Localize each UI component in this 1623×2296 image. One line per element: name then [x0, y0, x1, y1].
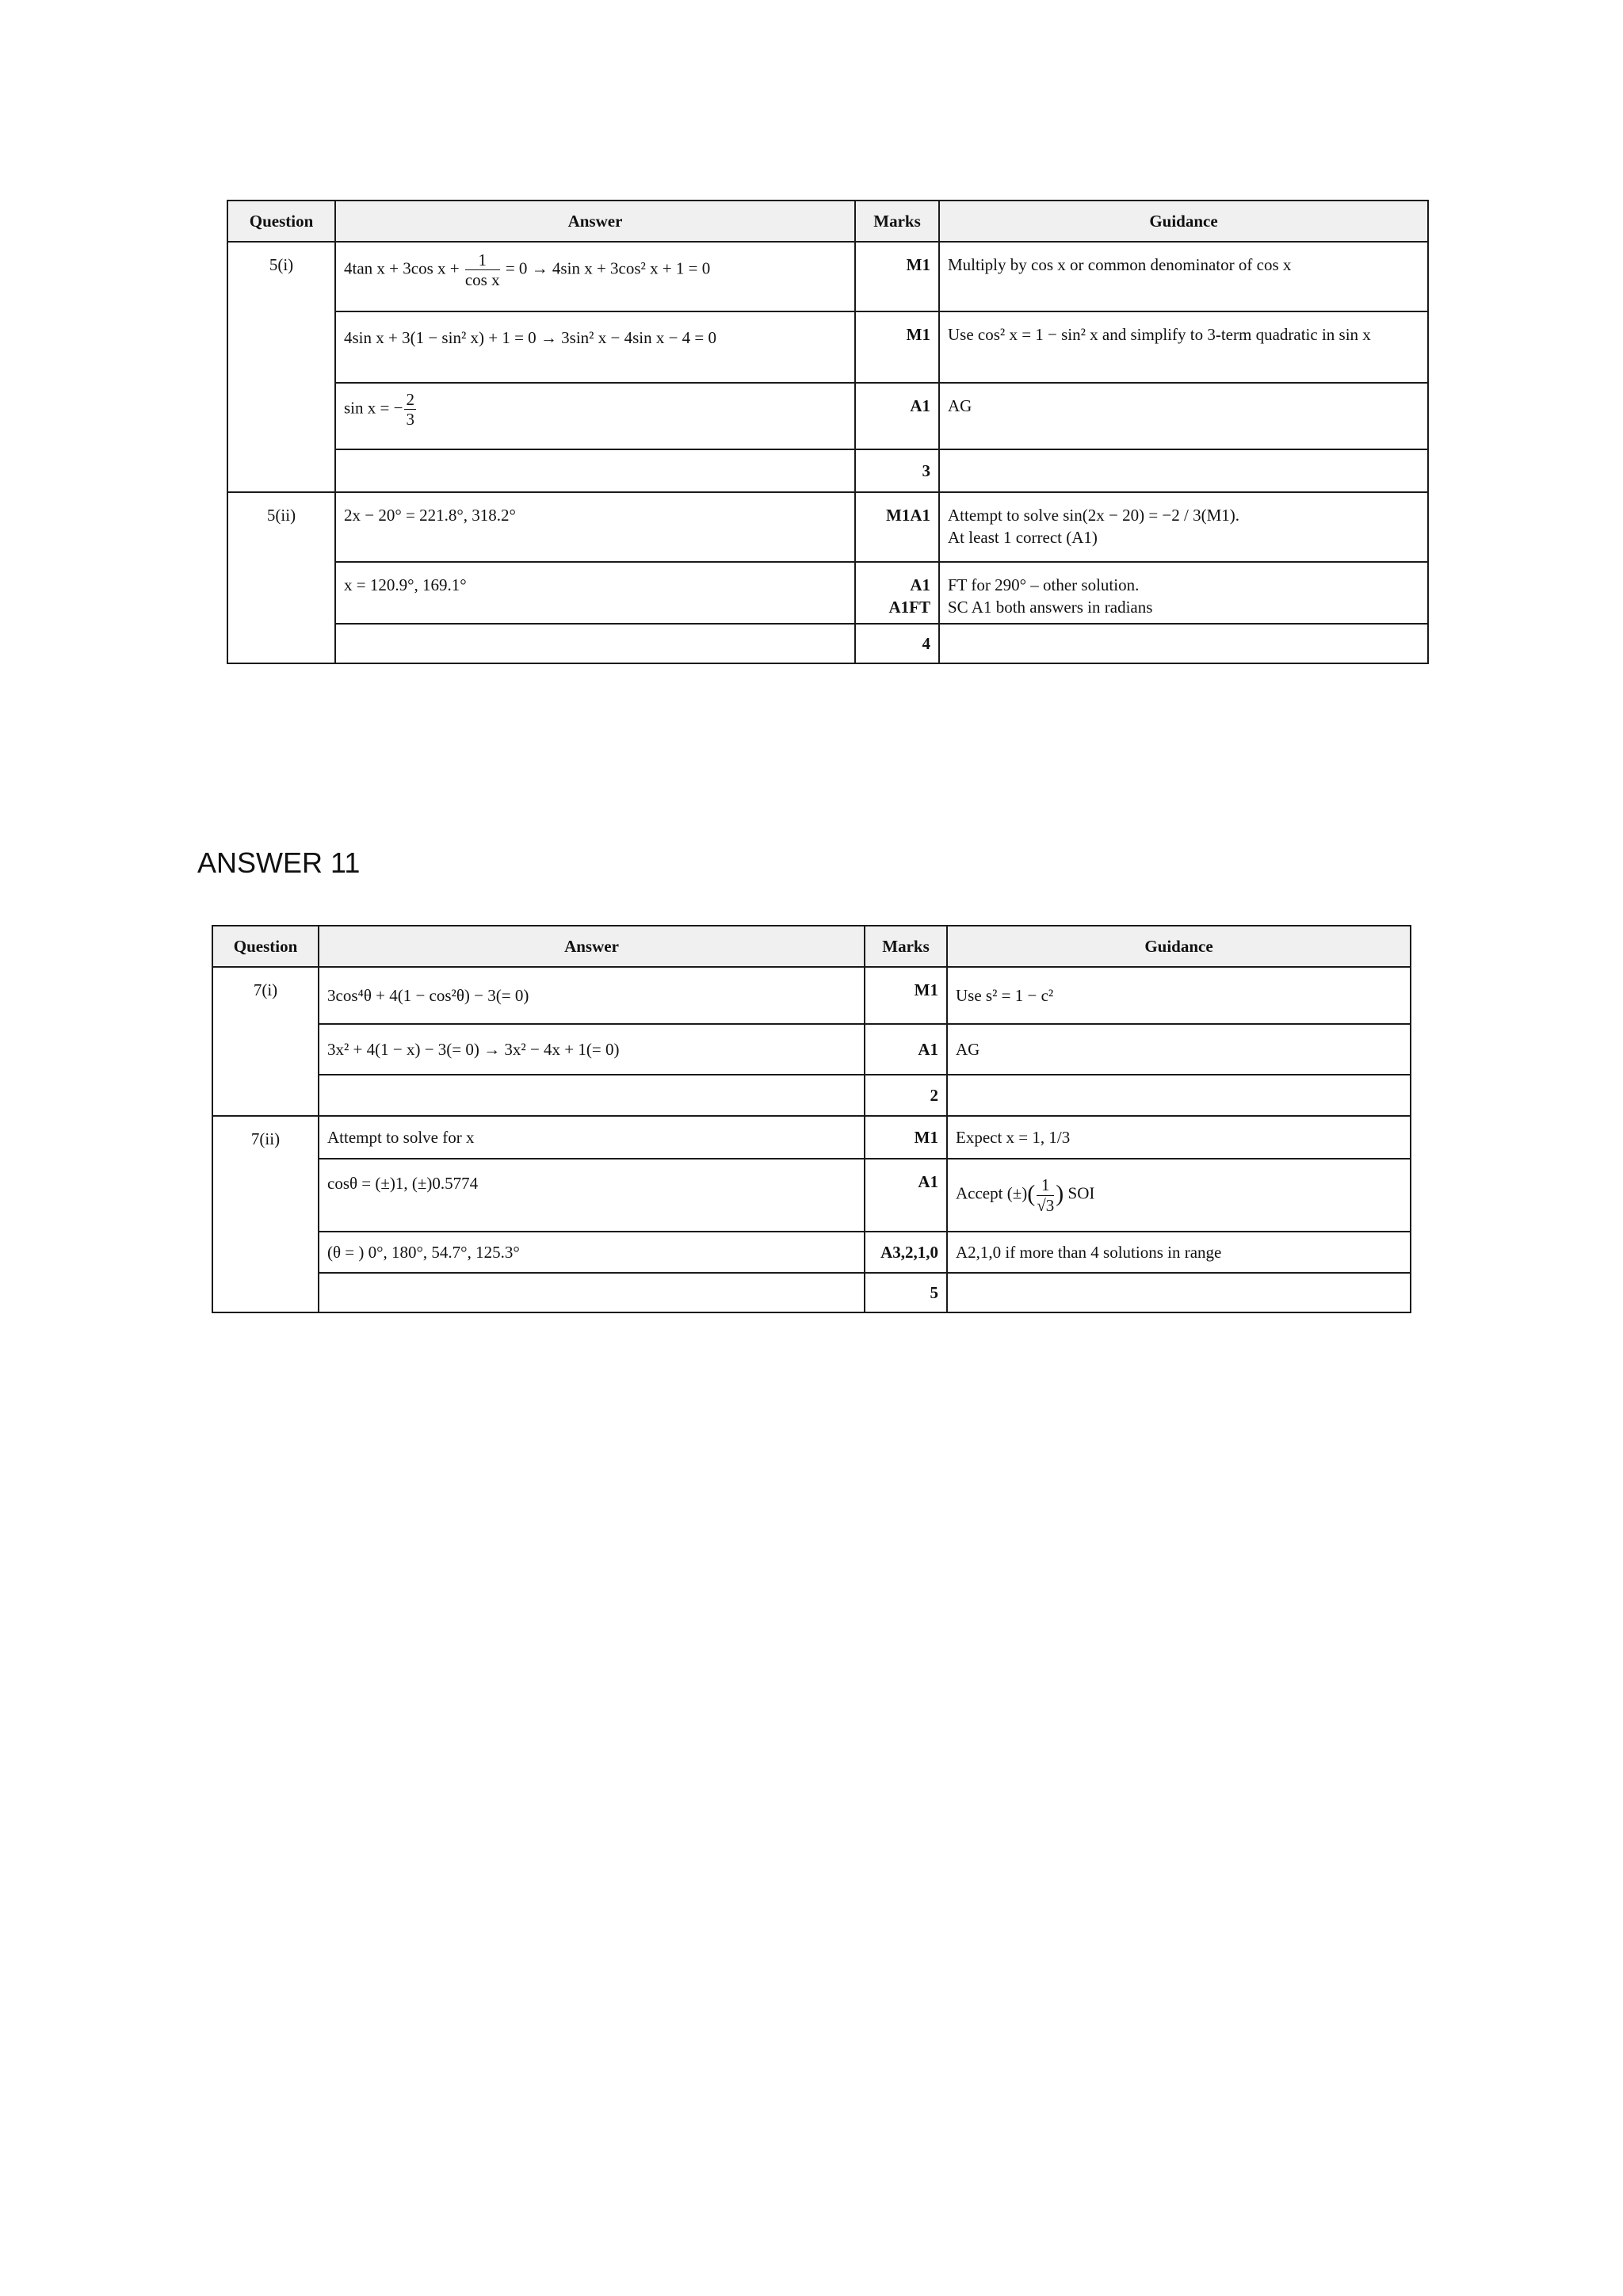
- marks-cell: M1: [855, 311, 939, 383]
- subtotal-marks: 2: [865, 1075, 947, 1116]
- header-answer: Answer: [319, 926, 865, 967]
- table-row: [212, 967, 1411, 1024]
- guidance-cell: AG: [947, 1024, 1411, 1075]
- marks-cell: M1A1: [855, 492, 939, 562]
- question-number: 7(ii): [212, 1116, 319, 1312]
- guidance-text: Accept (±): [956, 1183, 1028, 1203]
- fraction-numerator: 1: [1037, 1175, 1054, 1195]
- table-row: [212, 1024, 1411, 1075]
- fraction: [404, 390, 416, 429]
- subtotal-row: [227, 624, 1428, 663]
- guidance-text: SOI: [1067, 1183, 1095, 1203]
- answer-cell: 3x² + 4(1 − x) − 3(= 0) → 3x² − 4x + 1(= 0): [319, 1024, 865, 1075]
- marks-cell: M1: [855, 242, 939, 311]
- answer-cell: Attempt to solve for x: [319, 1116, 865, 1159]
- guidance-cell: Accept (±)( $\frac{1}{√3}$ ) SOI: [947, 1159, 1411, 1232]
- subtotal-marks: 4: [855, 624, 939, 663]
- guidance-cell: Expect x = 1, 1/3: [947, 1116, 1411, 1159]
- answer-cell: [335, 242, 855, 311]
- mark-scheme-table-2: [212, 925, 1411, 1313]
- empty-cell: [939, 624, 1428, 663]
- table-row: [227, 242, 1428, 311]
- table-header-row: [227, 201, 1428, 242]
- empty-cell: [947, 1075, 1411, 1116]
- guidance-cell: Use cos² x = 1 − sin² x and simplify to 3-term quadratic in sin x: [939, 311, 1428, 383]
- answer-cell: [335, 383, 855, 449]
- marks-cell: M1: [865, 967, 947, 1024]
- fraction-denominator: cos x: [464, 270, 500, 290]
- header-guidance: Guidance: [947, 926, 1411, 967]
- answer-text: sin x = −: [344, 398, 403, 418]
- answer-text: 4tan x + 3cos x +: [344, 258, 460, 278]
- table-row: [212, 1159, 1411, 1232]
- fraction: [465, 250, 500, 289]
- marks-cell: A1: [865, 1159, 947, 1232]
- empty-cell: [319, 1273, 865, 1312]
- table-row: [227, 492, 1428, 562]
- guidance-cell: AG: [939, 383, 1428, 449]
- answer-cell: (θ = ) 0°, 180°, 54.7°, 125.3°: [319, 1232, 865, 1273]
- table-row: [212, 1116, 1411, 1159]
- header-marks: Marks: [855, 201, 939, 242]
- table-header-row: [212, 926, 1411, 967]
- empty-cell: [335, 449, 855, 492]
- guidance-cell: Multiply by cos x or common denominator of cos x: [939, 242, 1428, 311]
- question-number: 5(i): [227, 242, 335, 492]
- subtotal-marks: 5: [865, 1273, 947, 1312]
- guidance-line: FT for 290° – other solution.: [948, 575, 1140, 594]
- empty-cell: [335, 624, 855, 663]
- table-row: [212, 1232, 1411, 1273]
- table-row: [227, 562, 1428, 624]
- question-number: 7(i): [212, 967, 319, 1116]
- answer-cell: 4sin x + 3(1 − sin² x) + 1 = 0 → 3sin² x − 4sin x − 4 = 0: [335, 311, 855, 383]
- guidance-line: Attempt to solve sin(2x − 20) = −2 / 3(M1).: [948, 506, 1240, 525]
- mark-line: A1FT: [888, 598, 930, 617]
- subtotal-row: [212, 1273, 1411, 1312]
- header-guidance: Guidance: [939, 201, 1428, 242]
- fraction: [1037, 1175, 1054, 1214]
- header-marks: Marks: [865, 926, 947, 967]
- answer-cell: x = 120.9°, 169.1°: [335, 562, 855, 624]
- subtotal-marks: 3: [855, 449, 939, 492]
- mark-scheme-table-1: [227, 200, 1429, 664]
- marks-cell: M1: [865, 1116, 947, 1159]
- marks-cell: A3,2,1,0: [865, 1232, 947, 1273]
- empty-cell: [319, 1075, 865, 1116]
- marks-cell: A1: [855, 383, 939, 449]
- guidance-cell: A2,1,0 if more than 4 solutions in range: [947, 1232, 1411, 1273]
- subtotal-row: [212, 1075, 1411, 1116]
- guidance-line: At least 1 correct (A1): [948, 528, 1098, 548]
- table-row: [227, 383, 1428, 449]
- fraction-numerator: 1: [465, 250, 500, 270]
- marks-cell: A1: [865, 1024, 947, 1075]
- question-number: 5(ii): [227, 492, 335, 663]
- answer-cell: cosθ = (±)1, (±)0.5774: [319, 1159, 865, 1232]
- marks-cell: [855, 562, 939, 624]
- mark-line: A1: [910, 575, 930, 594]
- fraction-numerator: 2: [406, 390, 414, 409]
- header-question: Question: [212, 926, 319, 967]
- guidance-line: SC A1 both answers in radians: [948, 598, 1153, 617]
- table-row: [227, 311, 1428, 383]
- answer-cell: 2x − 20° = 221.8°, 318.2°: [335, 492, 855, 562]
- header-answer: Answer: [335, 201, 855, 242]
- empty-cell: [939, 449, 1428, 492]
- answer-heading: ANSWER 11: [197, 846, 361, 879]
- header-question: Question: [227, 201, 335, 242]
- fraction-denominator: √3: [1037, 1195, 1055, 1215]
- guidance-cell: [939, 562, 1428, 624]
- guidance-cell: Use s² = 1 − c²: [947, 967, 1411, 1024]
- empty-cell: [947, 1273, 1411, 1312]
- fraction-denominator: 3: [406, 410, 414, 430]
- guidance-cell: [939, 492, 1428, 562]
- subtotal-row: [227, 449, 1428, 492]
- answer-cell: 3cos⁴θ + 4(1 − cos²θ) − 3(= 0): [319, 967, 865, 1024]
- answer-text: = 0 → 4sin x + 3cos² x + 1 = 0: [505, 258, 711, 278]
